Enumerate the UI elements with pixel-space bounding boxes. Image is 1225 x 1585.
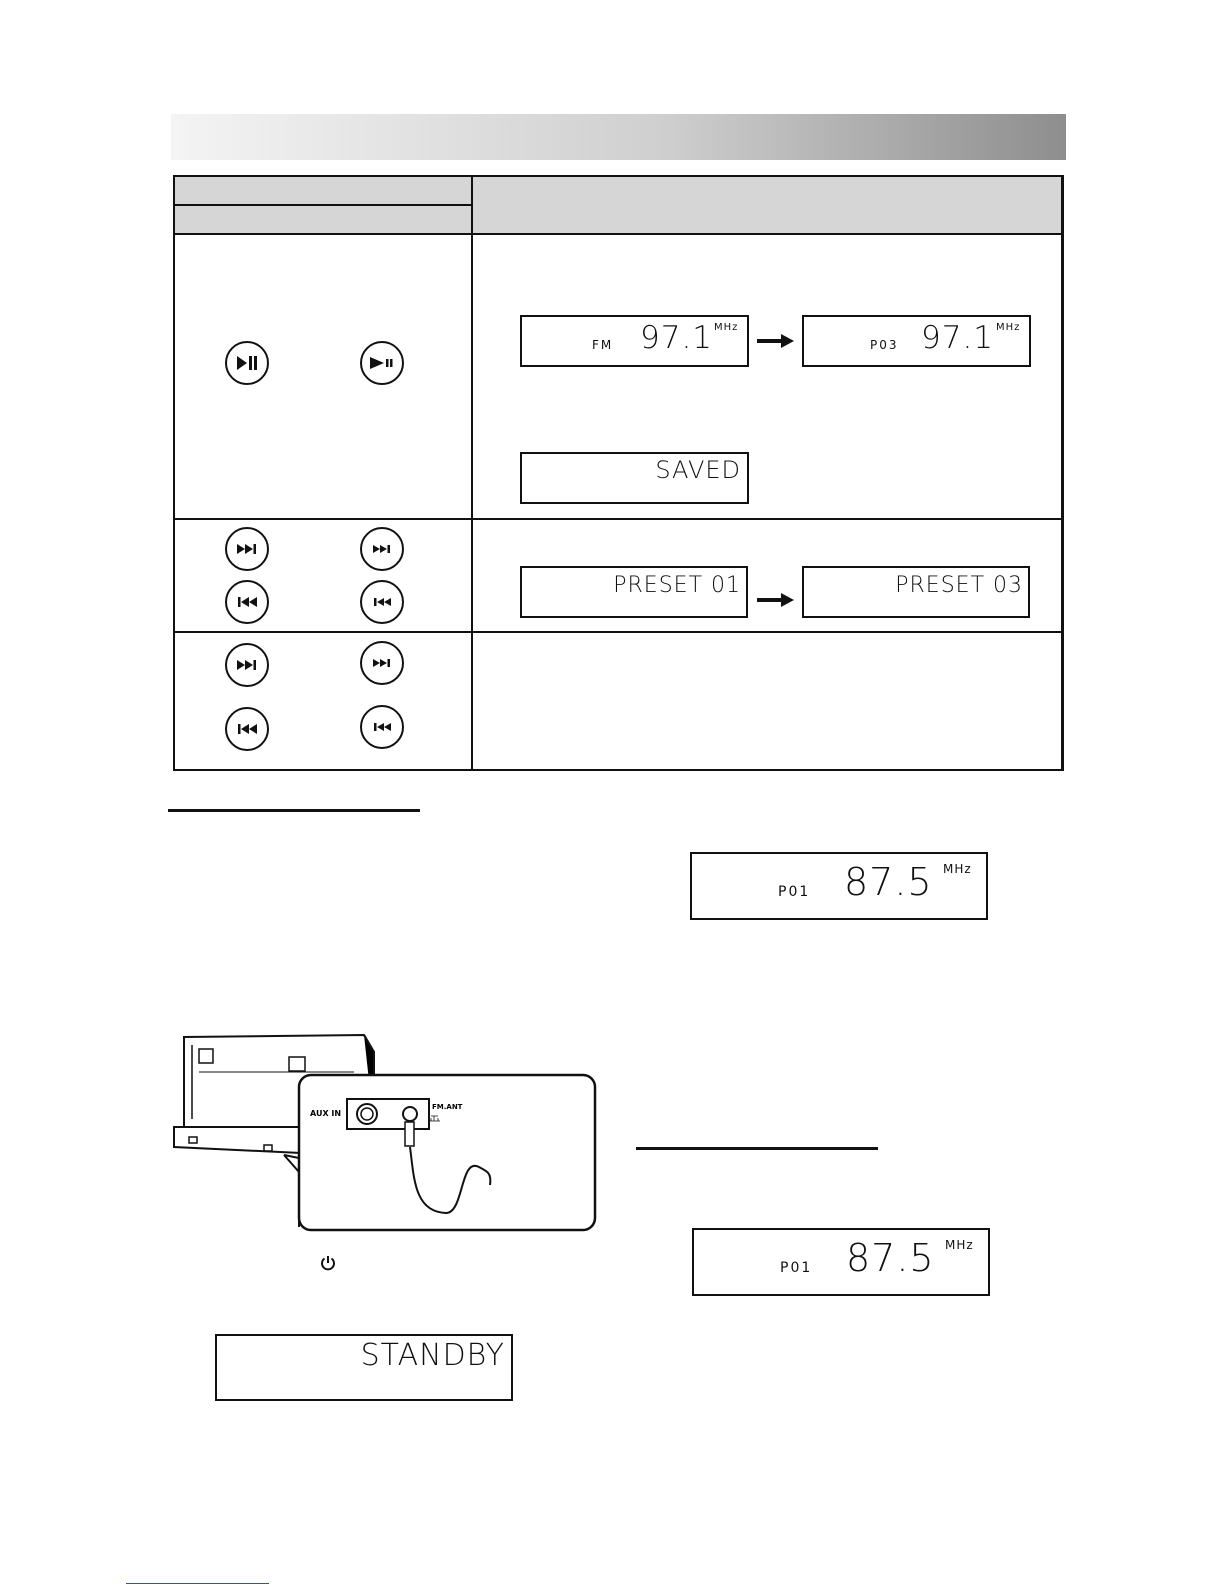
lcd-text: STANDBY [360,1338,505,1373]
lcd-frequency: 87.5 [846,1236,935,1280]
table-divider [175,631,1061,633]
lcd-text: PRESET 01 [613,573,741,598]
skip-previous-icon [236,596,258,608]
section-heading-underline [636,1147,878,1150]
play-pause-icon [369,356,395,370]
lcd-frequency: 87.5 [844,860,933,904]
fm-ant-label: FM.ANT [432,1103,463,1111]
skip-next-icon [236,543,258,555]
table-divider [175,233,1061,235]
skip-previous-button[interactable] [225,580,269,624]
lcd-text: PRESET 03 [895,573,1023,598]
play-pause-button[interactable] [225,341,269,385]
footer-link-underline [126,1583,269,1584]
table-divider [175,518,1061,520]
lcd-prefix: P01 [778,884,811,900]
lcd-display-p01 [692,1228,990,1296]
right-arrow-icon [757,333,795,349]
table-divider [175,204,473,206]
lcd-prefix: P01 [780,1260,813,1276]
lcd-unit: MHz [996,322,1021,333]
lcd-prefix: FM [592,338,614,352]
skip-previous-icon [372,722,392,732]
skip-next-button-remote[interactable] [360,641,404,685]
right-arrow-icon [757,592,795,608]
play-pause-icon [235,355,259,371]
skip-next-button[interactable] [225,643,269,687]
skip-previous-button-remote[interactable] [360,705,404,749]
aux-in-label: AUX IN [310,1109,342,1118]
lcd-display-preset [802,315,1031,367]
table-column-divider [471,177,473,769]
table-header-cell-2 [175,206,471,233]
skip-previous-button[interactable] [225,707,269,751]
skip-next-icon [372,544,392,554]
table-header-cell-right [473,177,1061,233]
lcd-prefix: P03 [870,338,899,352]
lcd-display-p01 [690,852,988,920]
lcd-display-preset-to [802,566,1030,618]
lcd-display-saved [520,452,749,504]
skip-previous-button-remote[interactable] [360,580,404,624]
skip-next-icon [236,659,258,671]
lcd-text: SAVED [655,456,741,484]
lcd-unit: MHz [714,322,739,333]
skip-previous-icon [372,597,392,607]
lcd-unit: MHz [945,1238,974,1252]
power-icon [319,1254,337,1272]
play-pause-button-remote[interactable] [360,341,404,385]
lcd-unit: MHz [943,862,972,876]
section-heading-underline [168,809,420,812]
skip-next-button[interactable] [225,527,269,571]
lcd-display-preset-from [520,566,748,618]
section-header-bar [171,114,1066,160]
table-header-cell-1 [175,177,471,204]
skip-next-icon [372,658,392,668]
lcd-frequency: 97.1 [640,320,714,356]
skip-next-button-remote[interactable] [360,527,404,571]
lcd-display-fm [520,315,749,367]
radio-antenna-illustration [164,1027,604,1245]
lcd-display-standby [215,1334,513,1401]
skip-previous-icon [236,723,258,735]
lcd-frequency: 97.1 [921,320,995,356]
